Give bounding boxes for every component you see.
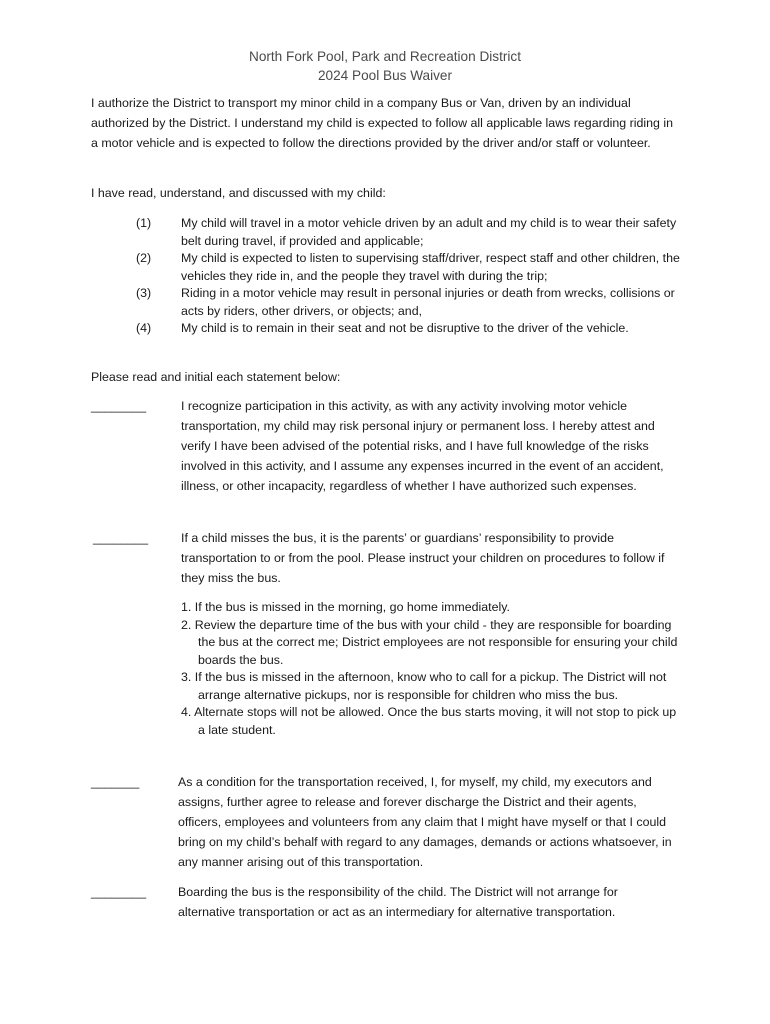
missed-bus-steps xyxy=(181,599,681,739)
initial-instructions: Please read and initial each statement below: xyxy=(91,370,341,384)
acknowledgement-text: My child is to remain in their seat and not be disruptive to the driver of the vehicle. xyxy=(181,321,629,335)
acknowledgement-text: Riding in a motor vehicle may result in personal injuries or death from wrecks, collisions or acts by riders, other drivers, or objects; and, xyxy=(181,286,675,318)
initial-blank[interactable]: ________ xyxy=(93,531,149,545)
authorization-paragraph: I authorize the District to transport my minor child in a company Bus or Van, driven by an individual authorized by the District. I understand my child is expected to follow all applicable laws regarding riding in a motor vehicle and is expected to follow the directions provided by the driver and/or staff or volunteer. xyxy=(91,96,673,150)
acknowledgement-number: (4) xyxy=(136,321,152,335)
org-name: North Fork Pool, Park and Recreation District xyxy=(249,49,521,64)
acknowledgement-number: (1) xyxy=(136,216,152,230)
missed-bus-step: 1. If the bus is missed in the morning, go home immediately. xyxy=(181,600,510,614)
initial-blank[interactable]: _______ xyxy=(91,775,140,789)
discussed-lead: I have read, understand, and discussed with my child: xyxy=(91,186,386,200)
acknowledgement-text: My child will travel in a motor vehicle driven by an adult and my child is to wear their safety belt during travel, if provided and applicable; xyxy=(181,216,677,248)
statement-risk-text: I recognize participation in this activity, as with any activity involving motor vehicle transportation, my child may risk personal injury or permanent loss. I hereby attest and verify I have been advised of the potential risks, and I have full knowledge of the risks involved in this activity, and I assume any expenses incurred in the event of an accident, illness, or other incapacity, regardless of whether I have authorized such expenses. xyxy=(181,399,664,493)
initial-blank[interactable]: ________ xyxy=(91,885,147,899)
acknowledgement-number: (2) xyxy=(136,251,152,265)
initial-blank[interactable]: ________ xyxy=(91,399,147,413)
statement-boarding-text: Boarding the bus is the responsibility of the child. The District will not arrange for alternative transportation or act as an intermediary for alternative transportation. xyxy=(178,885,618,919)
doc-title: 2024 Pool Bus Waiver xyxy=(318,68,452,83)
missed-bus-step: 4. Alternate stops will not be allowed. Once the bus starts moving, it will not stop to pick up a late student. xyxy=(181,705,677,737)
acknowledgement-text: My child is expected to listen to supervising staff/driver, respect staff and other children, the vehicles they ride in, and the people they travel with during the trip; xyxy=(181,251,680,283)
statement-release-text: As a condition for the transportation received, I, for myself, my child, my executors and assigns, further agree to release and forever discharge the District and their agents, officers, employees and volunteers from any claim that I might have myself or that I could bring on my child’s behalf with regard to any damages, demands or actions whatsoever, in any manner arising out of this transportation. xyxy=(178,775,672,869)
acknowledgement-number: (3) xyxy=(136,286,152,300)
missed-bus-step: 3. If the bus is missed in the afternoon, know who to call for a pickup. The District will not arrange alternative pickups, nor is responsible for children who miss the bus. xyxy=(181,670,667,702)
missed-bus-step: 2. Review the departure time of the bus with your child - they are responsible for boarding the bus at the correct me; District employees are not responsible for ensuring your child boards the bus. xyxy=(181,617,678,667)
statement-missed-bus-text: If a child misses the bus, it is the parents’ or guardians’ responsibility to provide transportation to or from the pool. Please instruct your children on procedures to follow if they miss the bus. xyxy=(181,531,665,585)
